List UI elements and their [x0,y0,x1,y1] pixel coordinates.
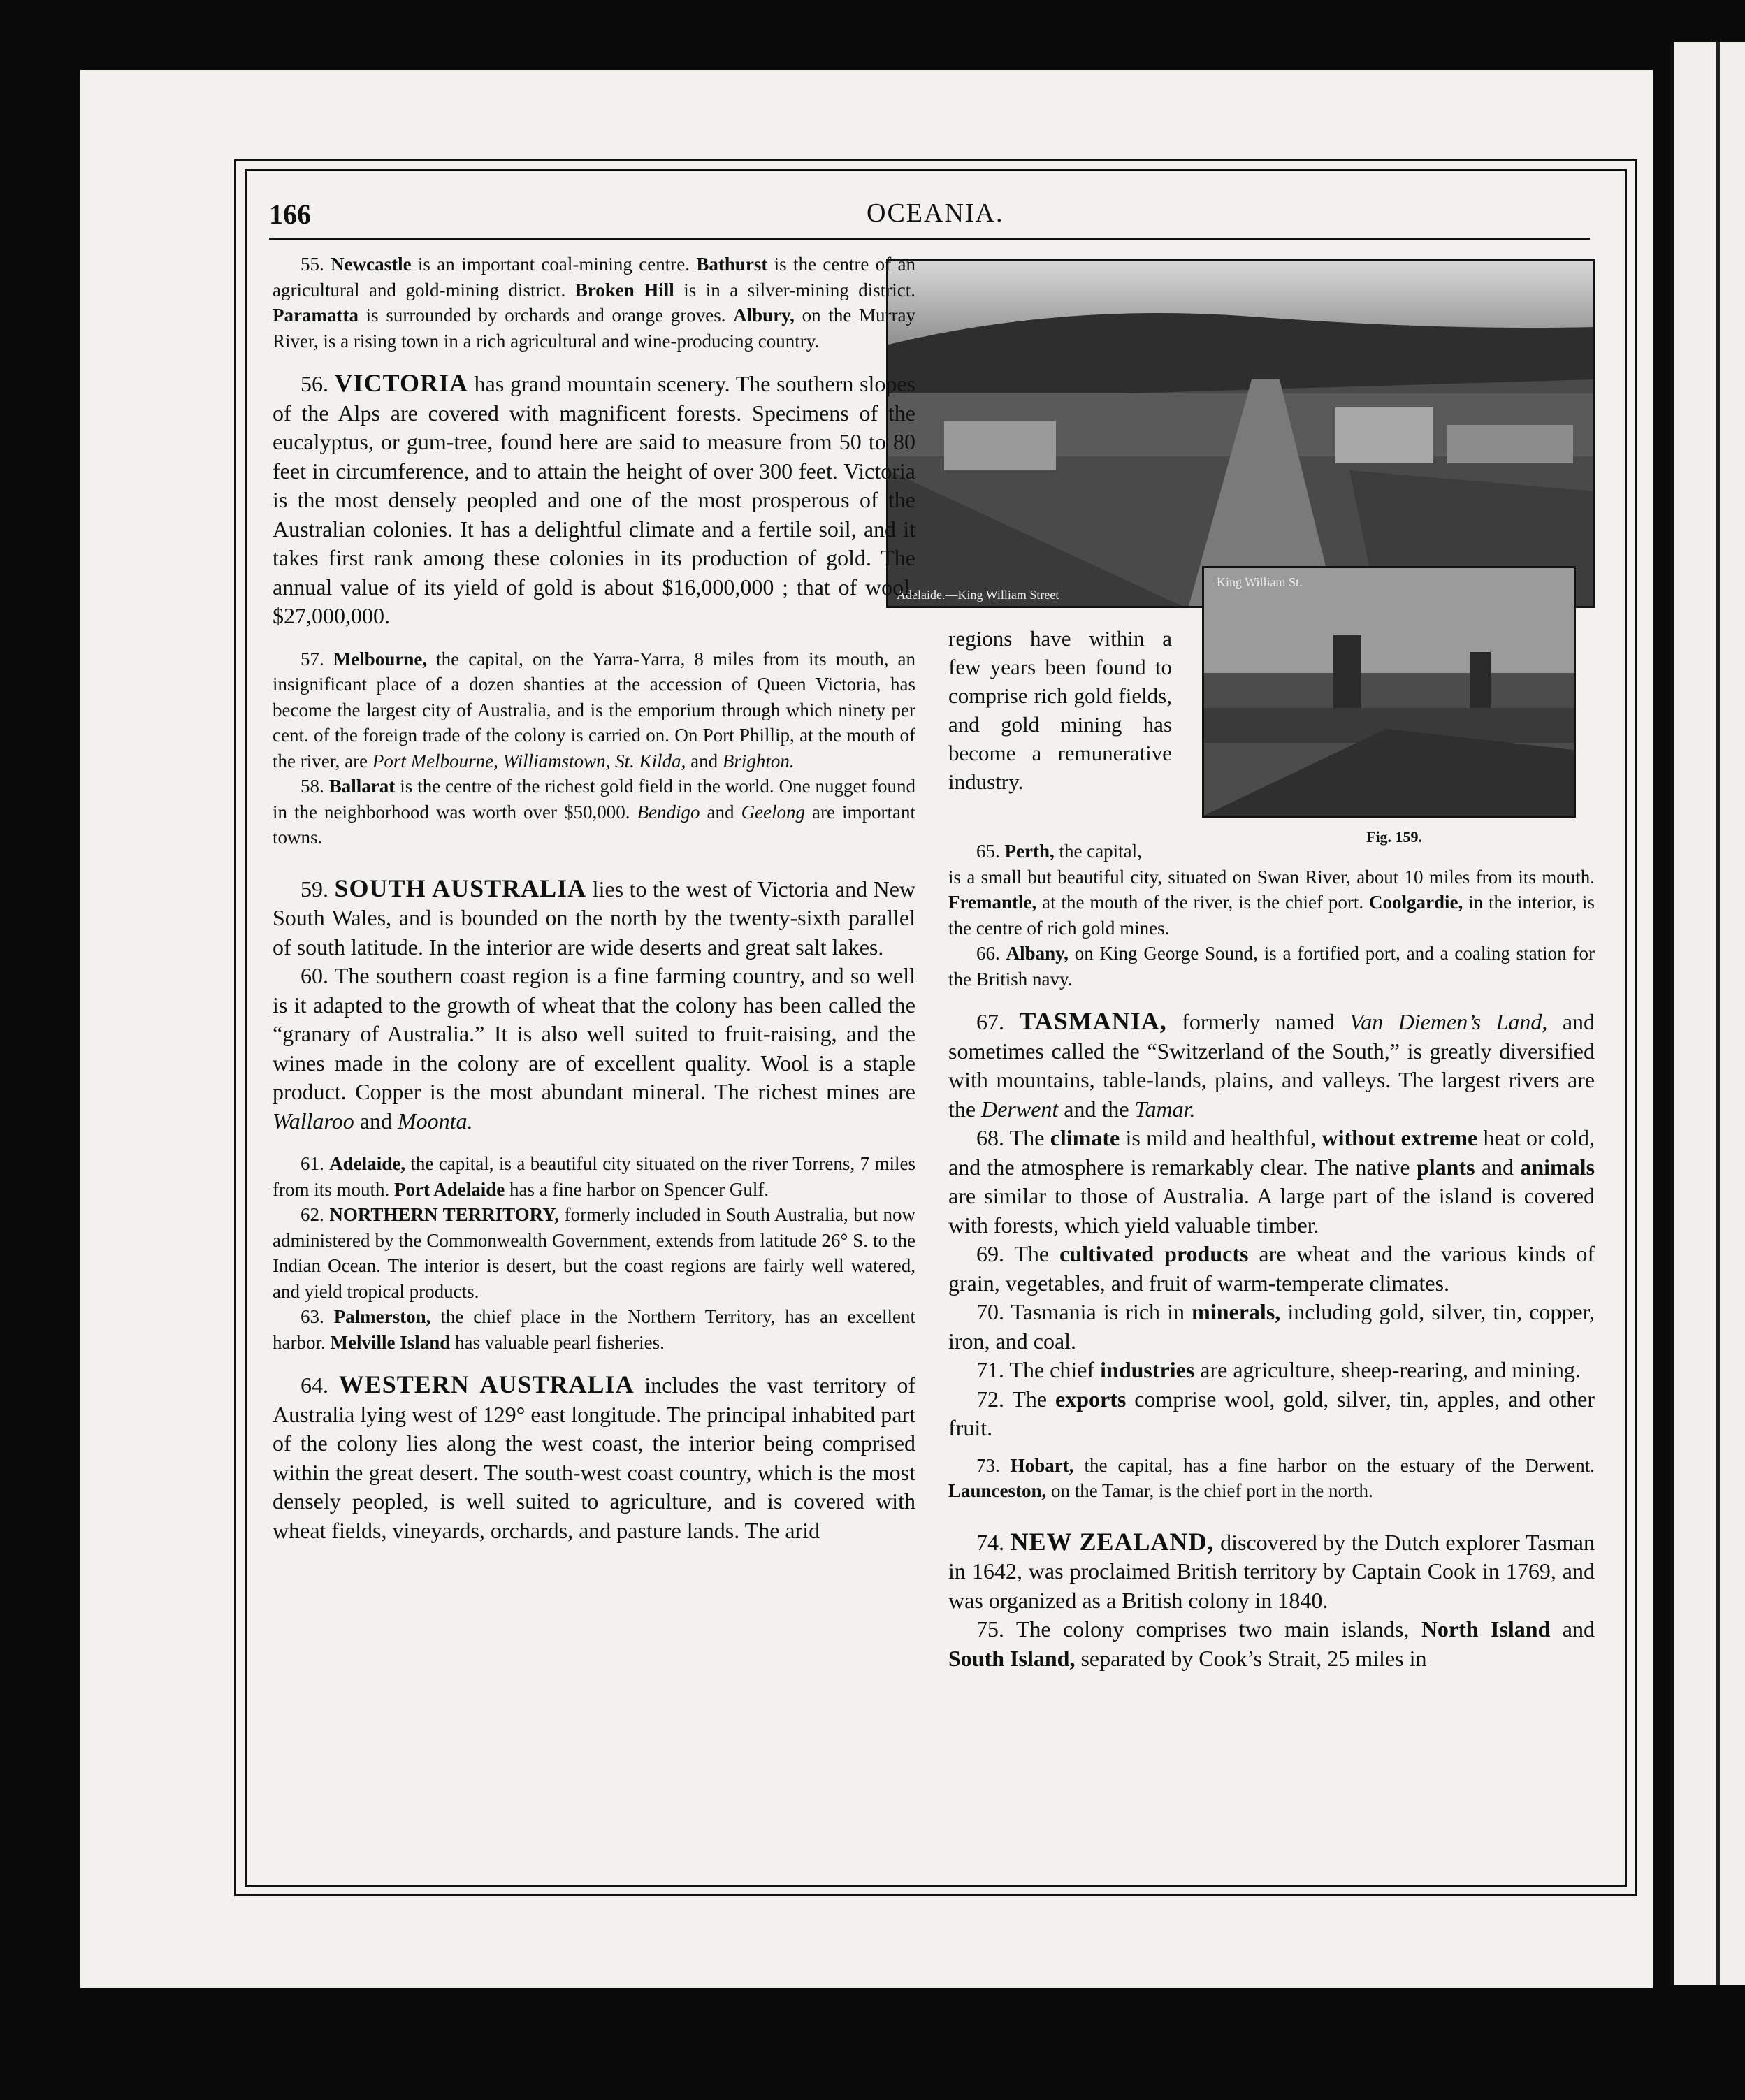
para-62: 62. NORTHERN TERRITORY, formerly included in South Australia, but now administered by the Commonwealth Government, extends from latitude 26° S. to the Indian Ocean. The interior is desert, but the coast regions are fairly well watered, and yield tropical products. [273,1204,915,1302]
para-64: 64. WESTERN AUSTRALIA includes the vast territory of Australia lying west of 129° east longitude. The principal inhabited part of the colony lies along the west coast, the interior being comprised within the great desert. The south-west coast country, which is the most densely peopled, is well suited to agriculture, and is covered with wheat fields, vineyards, orchards, and pasture lands. The arid [273,1370,915,1543]
para-64-continued: regions have within a few years been found to comprise rich gold fields, and gold mining has become a remunerative industry. [948,626,1172,794]
para-58: 58. Ballarat is the centre of the richest gold field in the world. One nugget found in the neighborhood was worth over $50,000. Bendigo and Geelong are important towns. [273,776,916,848]
para-61: 61. Adelaide, the capital, is a beautiful city situated on the river Torrens, 7 miles from its mouth. Port Adelaide has a fine harbor on Spencer Gulf. [273,1153,916,1200]
para-67: 67. TASMANIA, formerly named Van Diemen’s Land, and sometimes called the “Switzerland of the South,” is greatly diversified with mountains, table-lands, plains, and valleys. The largest rivers are the Derwent and the Tamar. [948,1007,1595,1122]
photo-caption-main: Adelaide.—King William Street [897,588,1059,602]
para-56: 56. VICTORIA has grand mountain scenery. The southern slopes of the Alps are covered with magnificent forests. Specimens of the eucalyptus, or gum-tree, found here are said to measure from 50 to 80 feet in circumference, and to attain the height of over 300 feet. Victoria is the most densely peopled and one of the most prosperous of the Australian colonies. It has a delightful climate and a fertile soil, and it takes first rank among these colonies in its production of gold. The annual value of its yield of gold is about $16,000,000 ; that of wool, $27,000,000. [273,369,916,628]
narrow-column [948,624,1172,796]
photo-inset [1202,566,1576,818]
adjacent-page-divider [1716,42,1720,1985]
para-69: 69. The cultivated products are wheat and the various kinds of grain, vegetables, and fruit of warm-temperate climates. [948,1241,1595,1296]
para-72: 72. The exports comprise wool, gold, silver, tin, apples, and other fruit. [948,1386,1595,1440]
para-60: 60. The southern coast region is a fine farming country, and so well is it adapted to the growth of wheat that the colony has been called the “granary of Australia.” It is also well suited to fruit-raising, and the wines made in the colony are of excellent quality. Wool is a staple product. Copper is the most abundant mineral. The richest mines are Wallaroo and Moonta. [273,963,915,1134]
page-number: 166 [269,198,311,230]
para-59: 59. SOUTH AUSTRALIA lies to the west of Victoria and New South Wales, and is bounded on the north by the twenty-sixth parallel of south latitude. In the interior are wide deserts and great salt lakes. [273,874,916,960]
para-57: 57. Melbourne, the capital, on the Yarra-Yarra, 8 miles from its mouth, an insignificant place of a dozen shanties at the accession of Queen Victoria, has become the largest city of Australia, and is the emporium through which ninety per cent. of the foreign trade of the colony is carried on. On Port Phillip, at the mouth of the river, are Port Melbourne, Williamstown, St. Kilda, and Brighton. [273,648,916,772]
para-73: 73. Hobart, the capital, has a fine harbor on the estuary of the Derwent. Launceston, on the Tamar, is the chief port in the north. [948,1454,1595,1501]
photo-caption-inset: King William St. [1217,575,1303,589]
photo-adelaide-street [886,259,1595,608]
inset-scene-image [1204,568,1574,816]
right-column [948,839,1595,1673]
para-75: 75. The colony comprises two main islands, North Island and South Island, separated by Cook’s Strait, 25 miles in [948,1616,1595,1671]
para-71: 71. The chief industries are agriculture, sheep-rearing, and mining. [976,1357,1581,1382]
figure-label: Fig. 159. [1366,828,1423,846]
running-title: OCEANIA. [867,198,1004,228]
para-70: 70. Tasmania is rich in minerals, including gold, silver, tin, copper, iron, and coal. [948,1299,1595,1354]
adjacent-page-edge [1670,42,1745,1985]
para-66: 66. Albany, on King George Sound, is a fortified port, and a coaling station for the British navy. [948,943,1595,990]
header-rule [269,238,1590,240]
left-column [273,252,915,1545]
para-68: 68. The climate is mild and healthful, without extreme heat or cold, and the atmosphere is remarkably clear. The native plants and animals are similar to those of Australia. A large part of the island is covered with forests, which yield valuable timber. [948,1125,1595,1238]
para-65: 65. Perth, the capital, is a small but beautiful city, situated on Swan River, about 10 miles from its mouth. Fremantle, at the mouth of the river, is the chief port. Coolgardie, in the interior, is the centre of rich gold mines. [948,841,1595,939]
para-55: 55. Newcastle is an important coal-mining centre. Bathurst is the centre of an agricultural and gold-mining district. Broken Hill is in a silver-mining district. Paramatta is surrounded by orchards and orange groves. Albury, on the Murray River, is a rising town in a rich agricultural and wine-producing country. [273,254,915,352]
para-63: 63. Palmerston, the chief place in the Northern Territory, has an excellent harbor. Melville Island has valuable pearl fisheries. [273,1306,916,1353]
para-74: 74. NEW ZEALAND, discovered by the Dutch explorer Tasman in 1642, was proclaimed British territory by Captain Cook in 1769, and was organized as a British colony in 1840. [948,1527,1595,1613]
street-scene-image [888,261,1593,606]
